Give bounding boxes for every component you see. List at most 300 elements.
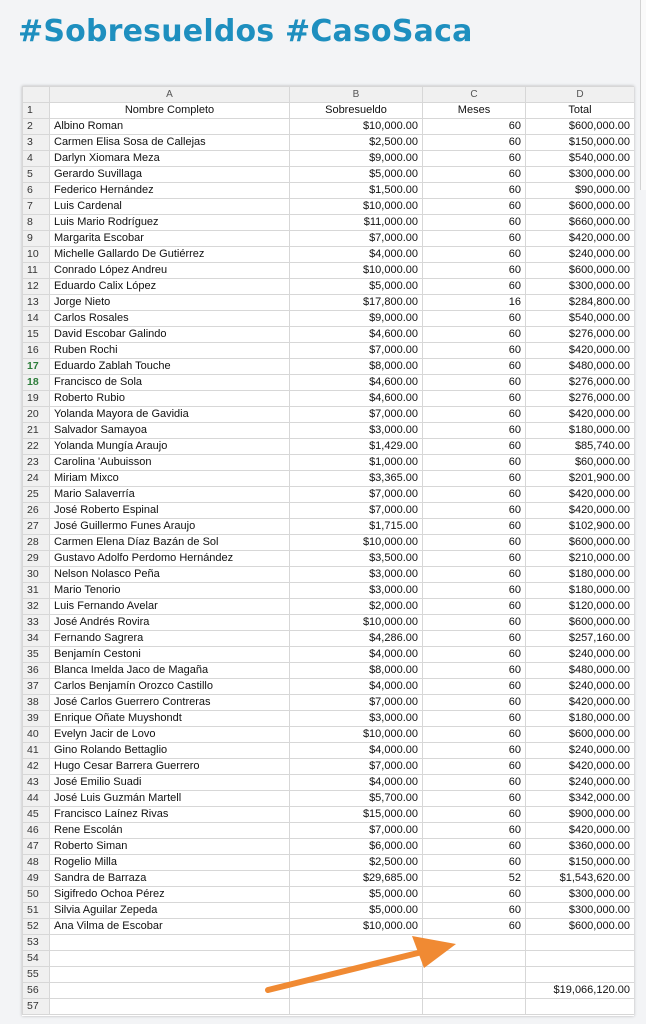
cell-name[interactable]: Mario Tenorio xyxy=(50,583,290,599)
cell-name[interactable]: José Carlos Guerrero Contreras xyxy=(50,695,290,711)
row-number[interactable]: 14 xyxy=(23,311,50,327)
cell-name[interactable]: Luis Cardenal xyxy=(50,199,290,215)
cell-meses[interactable]: 60 xyxy=(423,535,526,551)
row-number[interactable]: 27 xyxy=(23,519,50,535)
cell-total[interactable]: $300,000.00 xyxy=(526,887,635,903)
cell-sobresueldo[interactable]: $7,000.00 xyxy=(290,231,423,247)
empty-cell[interactable] xyxy=(526,935,635,951)
cell-meses[interactable]: 60 xyxy=(423,727,526,743)
table-row xyxy=(23,663,635,679)
cell-sobresueldo[interactable]: $10,000.00 xyxy=(290,119,423,135)
row-number[interactable]: 54 xyxy=(23,951,50,967)
cell-total[interactable]: $600,000.00 xyxy=(526,535,635,551)
cell-meses[interactable]: 60 xyxy=(423,135,526,151)
row-number[interactable]: 23 xyxy=(23,455,50,471)
empty-cell[interactable] xyxy=(526,951,635,967)
cell-total[interactable]: $150,000.00 xyxy=(526,135,635,151)
cell-name[interactable]: Gustavo Adolfo Perdomo Hernández xyxy=(50,551,290,567)
column-header-a[interactable]: A xyxy=(50,87,290,103)
cell-name[interactable]: Carmen Elisa Sosa de Callejas xyxy=(50,135,290,151)
cell-meses[interactable]: 60 xyxy=(423,615,526,631)
cell-name[interactable]: Silvia Aguilar Zepeda xyxy=(50,903,290,919)
cell-total[interactable]: $120,000.00 xyxy=(526,599,635,615)
cell-name[interactable]: Roberto Siman xyxy=(50,839,290,855)
cell-meses[interactable]: 60 xyxy=(423,487,526,503)
cell-meses[interactable]: 60 xyxy=(423,311,526,327)
cell-name[interactable]: Mario Salaverría xyxy=(50,487,290,503)
cell-meses[interactable]: 60 xyxy=(423,263,526,279)
cell-total[interactable]: $600,000.00 xyxy=(526,263,635,279)
table-row xyxy=(23,199,635,215)
cell-sobresueldo[interactable]: $17,800.00 xyxy=(290,295,423,311)
empty-cell[interactable] xyxy=(50,935,290,951)
header-total[interactable]: Total xyxy=(526,103,635,119)
cell-sobresueldo[interactable]: $7,000.00 xyxy=(290,343,423,359)
cell-meses[interactable]: 60 xyxy=(423,759,526,775)
cell-meses[interactable]: 60 xyxy=(423,231,526,247)
cell-sobresueldo[interactable]: $4,600.00 xyxy=(290,375,423,391)
cell-sobresueldo[interactable]: $3,000.00 xyxy=(290,711,423,727)
cell-meses[interactable]: 60 xyxy=(423,583,526,599)
cell-sobresueldo[interactable]: $5,000.00 xyxy=(290,167,423,183)
cell-total[interactable]: $85,740.00 xyxy=(526,439,635,455)
table-row xyxy=(23,695,635,711)
cell-sobresueldo[interactable]: $7,000.00 xyxy=(290,407,423,423)
row-number[interactable]: 3 xyxy=(23,135,50,151)
cell-meses[interactable]: 16 xyxy=(423,295,526,311)
cell-name[interactable]: Salvador Samayoa xyxy=(50,423,290,439)
cell-name[interactable]: Rogelio Milla xyxy=(50,855,290,871)
row-number[interactable]: 17 xyxy=(23,359,50,375)
cell-name[interactable]: Evelyn Jacir de Lovo xyxy=(50,727,290,743)
cell-name[interactable]: Michelle Gallardo De Gutiérrez xyxy=(50,247,290,263)
cell-total[interactable]: $420,000.00 xyxy=(526,759,635,775)
cell-total[interactable]: $180,000.00 xyxy=(526,423,635,439)
cell-total[interactable]: $300,000.00 xyxy=(526,903,635,919)
cell-sobresueldo[interactable]: $4,000.00 xyxy=(290,247,423,263)
cell-meses[interactable]: 60 xyxy=(423,647,526,663)
cell-meses[interactable]: 60 xyxy=(423,711,526,727)
row-number[interactable]: 53 xyxy=(23,935,50,951)
row-number[interactable]: 29 xyxy=(23,551,50,567)
cell-name[interactable]: Gerardo Suvillaga xyxy=(50,167,290,183)
cell-meses[interactable]: 60 xyxy=(423,151,526,167)
row-number[interactable]: 45 xyxy=(23,807,50,823)
cell-total[interactable]: $420,000.00 xyxy=(526,823,635,839)
cell-total[interactable]: $480,000.00 xyxy=(526,359,635,375)
cell-name[interactable]: Miriam Mixco xyxy=(50,471,290,487)
cell-name[interactable]: José Emilio Suadi xyxy=(50,775,290,791)
cell-name[interactable]: Eduardo Calix López xyxy=(50,279,290,295)
cell-sobresueldo[interactable]: $1,500.00 xyxy=(290,183,423,199)
table-row xyxy=(23,823,635,839)
cell-meses[interactable]: 52 xyxy=(423,871,526,887)
row-number[interactable]: 55 xyxy=(23,967,50,983)
header-sobresueldo[interactable]: Sobresueldo xyxy=(290,103,423,119)
row-number[interactable]: 46 xyxy=(23,823,50,839)
row-number[interactable]: 10 xyxy=(23,247,50,263)
cell-name[interactable]: Luis Mario Rodríguez xyxy=(50,215,290,231)
cell-meses[interactable]: 60 xyxy=(423,551,526,567)
row-number[interactable]: 42 xyxy=(23,759,50,775)
cell-name[interactable]: Yolanda Mayora de Gavidia xyxy=(50,407,290,423)
table-row xyxy=(23,311,635,327)
cell-sobresueldo[interactable]: $3,500.00 xyxy=(290,551,423,567)
cell-meses[interactable]: 60 xyxy=(423,887,526,903)
row-number[interactable]: 16 xyxy=(23,343,50,359)
cell-total[interactable]: $600,000.00 xyxy=(526,199,635,215)
row-number[interactable]: 9 xyxy=(23,231,50,247)
cell-sobresueldo[interactable]: $1,000.00 xyxy=(290,455,423,471)
empty-cell[interactable] xyxy=(50,999,290,1015)
cell-total[interactable]: $660,000.00 xyxy=(526,215,635,231)
row-number[interactable]: 13 xyxy=(23,295,50,311)
table-row xyxy=(23,567,635,583)
cell-meses[interactable]: 60 xyxy=(423,215,526,231)
cell-sobresueldo[interactable]: $1,429.00 xyxy=(290,439,423,455)
row-number[interactable]: 40 xyxy=(23,727,50,743)
cell-total[interactable]: $240,000.00 xyxy=(526,247,635,263)
cell-meses[interactable]: 60 xyxy=(423,359,526,375)
cell-sobresueldo[interactable]: $5,000.00 xyxy=(290,279,423,295)
cell-total[interactable]: $60,000.00 xyxy=(526,455,635,471)
row-number[interactable]: 48 xyxy=(23,855,50,871)
table-row xyxy=(23,423,635,439)
cell-sobresueldo[interactable]: $2,500.00 xyxy=(290,855,423,871)
cell-sobresueldo[interactable]: $10,000.00 xyxy=(290,615,423,631)
cell-name[interactable]: Carlos Benjamín Orozco Castillo xyxy=(50,679,290,695)
cell-total[interactable]: $90,000.00 xyxy=(526,183,635,199)
row-number[interactable]: 44 xyxy=(23,791,50,807)
cell-total[interactable]: $201,900.00 xyxy=(526,471,635,487)
cell-total[interactable]: $480,000.00 xyxy=(526,663,635,679)
row-number[interactable]: 28 xyxy=(23,535,50,551)
cell-sobresueldo[interactable]: $5,000.00 xyxy=(290,887,423,903)
row-number[interactable]: 31 xyxy=(23,583,50,599)
cell-meses[interactable]: 60 xyxy=(423,407,526,423)
table-row xyxy=(23,791,635,807)
cell-sobresueldo[interactable]: $2,500.00 xyxy=(290,135,423,151)
row-number[interactable]: 57 xyxy=(23,999,50,1015)
row-number[interactable]: 47 xyxy=(23,839,50,855)
cell-sobresueldo[interactable]: $1,715.00 xyxy=(290,519,423,535)
cell-total[interactable]: $540,000.00 xyxy=(526,311,635,327)
cell-sobresueldo[interactable]: $7,000.00 xyxy=(290,823,423,839)
cell-sobresueldo[interactable]: $10,000.00 xyxy=(290,727,423,743)
row-number[interactable]: 41 xyxy=(23,743,50,759)
cell-total[interactable]: $276,000.00 xyxy=(526,391,635,407)
row-number[interactable]: 32 xyxy=(23,599,50,615)
cell-total[interactable]: $210,000.00 xyxy=(526,551,635,567)
row-number[interactable]: 49 xyxy=(23,871,50,887)
cell-name[interactable]: Carmen Elena Díaz Bazán de Sol xyxy=(50,535,290,551)
row-number[interactable]: 34 xyxy=(23,631,50,647)
empty-cell[interactable] xyxy=(50,983,290,999)
cell-name[interactable]: Carolina 'Aubuisson xyxy=(50,455,290,471)
table-row xyxy=(23,615,635,631)
cell-total[interactable]: $420,000.00 xyxy=(526,343,635,359)
cell-name[interactable]: José Luis Guzmán Martell xyxy=(50,791,290,807)
cell-sobresueldo[interactable]: $9,000.00 xyxy=(290,151,423,167)
empty-cell[interactable] xyxy=(50,951,290,967)
row-number[interactable]: 19 xyxy=(23,391,50,407)
row-number[interactable]: 43 xyxy=(23,775,50,791)
cell-total[interactable]: $420,000.00 xyxy=(526,487,635,503)
cell-meses[interactable]: 60 xyxy=(423,791,526,807)
cell-sobresueldo[interactable]: $3,000.00 xyxy=(290,583,423,599)
cell-total[interactable]: $257,160.00 xyxy=(526,631,635,647)
table-row xyxy=(23,647,635,663)
cell-meses[interactable]: 60 xyxy=(423,919,526,935)
row-number[interactable]: 51 xyxy=(23,903,50,919)
table-row xyxy=(23,743,635,759)
cell-total[interactable]: $420,000.00 xyxy=(526,407,635,423)
cell-sobresueldo[interactable]: $10,000.00 xyxy=(290,199,423,215)
cell-sobresueldo[interactable]: $10,000.00 xyxy=(290,919,423,935)
cell-sobresueldo[interactable]: $4,000.00 xyxy=(290,647,423,663)
cell-sobresueldo[interactable]: $10,000.00 xyxy=(290,535,423,551)
cell-total[interactable]: $180,000.00 xyxy=(526,711,635,727)
table-row xyxy=(23,903,635,919)
cell-total[interactable]: $300,000.00 xyxy=(526,279,635,295)
cell-meses[interactable]: 60 xyxy=(423,599,526,615)
table-row xyxy=(23,327,635,343)
cell-meses[interactable]: 60 xyxy=(423,327,526,343)
row-number[interactable]: 20 xyxy=(23,407,50,423)
cell-name[interactable]: Francisco de Sola xyxy=(50,375,290,391)
cell-total[interactable]: $600,000.00 xyxy=(526,727,635,743)
cell-sobresueldo[interactable]: $29,685.00 xyxy=(290,871,423,887)
column-header-d[interactable]: D xyxy=(526,87,635,103)
cell-total[interactable]: $276,000.00 xyxy=(526,375,635,391)
cell-meses[interactable]: 60 xyxy=(423,247,526,263)
cell-name[interactable]: Eduardo Zablah Touche xyxy=(50,359,290,375)
cell-name[interactable]: Gino Rolando Bettaglio xyxy=(50,743,290,759)
row-number[interactable]: 24 xyxy=(23,471,50,487)
cell-sobresueldo[interactable]: $7,000.00 xyxy=(290,759,423,775)
cell-sobresueldo[interactable]: $4,286.00 xyxy=(290,631,423,647)
header-nombre-completo[interactable]: Nombre Completo xyxy=(50,103,290,119)
cell-meses[interactable]: 60 xyxy=(423,695,526,711)
row-number[interactable]: 8 xyxy=(23,215,50,231)
empty-cell[interactable] xyxy=(423,999,526,1015)
cell-name[interactable]: Ruben Rochi xyxy=(50,343,290,359)
cell-total[interactable]: $180,000.00 xyxy=(526,583,635,599)
cell-sobresueldo[interactable]: $4,000.00 xyxy=(290,679,423,695)
cell-meses[interactable]: 60 xyxy=(423,775,526,791)
cell-meses[interactable]: 60 xyxy=(423,743,526,759)
row-number[interactable]: 6 xyxy=(23,183,50,199)
cell-sobresueldo[interactable]: $3,000.00 xyxy=(290,567,423,583)
cell-meses[interactable]: 60 xyxy=(423,839,526,855)
row-number[interactable]: 38 xyxy=(23,695,50,711)
cell-total[interactable]: $180,000.00 xyxy=(526,567,635,583)
cell-meses[interactable]: 60 xyxy=(423,823,526,839)
row-number[interactable]: 21 xyxy=(23,423,50,439)
cell-total[interactable]: $1,543,620.00 xyxy=(526,871,635,887)
cell-meses[interactable]: 60 xyxy=(423,375,526,391)
cell-sobresueldo[interactable]: $4,600.00 xyxy=(290,391,423,407)
select-all-corner[interactable] xyxy=(23,87,50,103)
cell-name[interactable]: Albino Roman xyxy=(50,119,290,135)
cell-name[interactable]: Francisco Laínez Rivas xyxy=(50,807,290,823)
row-number[interactable]: 56 xyxy=(23,983,50,999)
cell-meses[interactable]: 60 xyxy=(423,183,526,199)
cell-total[interactable]: $600,000.00 xyxy=(526,119,635,135)
cell-name[interactable]: Blanca Imelda Jaco de Magaña xyxy=(50,663,290,679)
cell-sobresueldo[interactable]: $5,700.00 xyxy=(290,791,423,807)
cell-name[interactable]: Yolanda Mungía Araujo xyxy=(50,439,290,455)
row-number[interactable]: 37 xyxy=(23,679,50,695)
cell-name[interactable]: Hugo Cesar Barrera Guerrero xyxy=(50,759,290,775)
row-number[interactable]: 5 xyxy=(23,167,50,183)
cell-total[interactable]: $420,000.00 xyxy=(526,503,635,519)
cell-meses[interactable]: 60 xyxy=(423,807,526,823)
cell-meses[interactable]: 60 xyxy=(423,279,526,295)
cell-name[interactable]: Sigifredo Ochoa Pérez xyxy=(50,887,290,903)
column-header-b[interactable]: B xyxy=(290,87,423,103)
cell-total[interactable]: $420,000.00 xyxy=(526,695,635,711)
cell-meses[interactable]: 60 xyxy=(423,903,526,919)
cell-name[interactable]: José Andrés Rovira xyxy=(50,615,290,631)
table-row xyxy=(23,119,635,135)
cell-name[interactable]: Darlyn Xiomara Meza xyxy=(50,151,290,167)
cell-meses[interactable]: 60 xyxy=(423,503,526,519)
cell-meses[interactable]: 60 xyxy=(423,455,526,471)
row-number[interactable]: 12 xyxy=(23,279,50,295)
cell-sobresueldo[interactable]: $7,000.00 xyxy=(290,487,423,503)
cell-sobresueldo[interactable]: $3,000.00 xyxy=(290,423,423,439)
row-number[interactable]: 39 xyxy=(23,711,50,727)
cell-name[interactable]: Roberto Rubio xyxy=(50,391,290,407)
cell-total[interactable]: $420,000.00 xyxy=(526,231,635,247)
row-number[interactable]: 36 xyxy=(23,663,50,679)
cell-name[interactable]: Jorge Nieto xyxy=(50,295,290,311)
column-header-c[interactable]: C xyxy=(423,87,526,103)
cell-name[interactable]: Carlos Rosales xyxy=(50,311,290,327)
cell-name[interactable]: Nelson Nolasco Peña xyxy=(50,567,290,583)
cell-name[interactable]: Fernando Sagrera xyxy=(50,631,290,647)
row-number[interactable]: 30 xyxy=(23,567,50,583)
cell-sobresueldo[interactable]: $10,000.00 xyxy=(290,263,423,279)
cell-sobresueldo[interactable]: $9,000.00 xyxy=(290,311,423,327)
cell-total[interactable]: $300,000.00 xyxy=(526,167,635,183)
row-number[interactable]: 33 xyxy=(23,615,50,631)
cell-meses[interactable]: 60 xyxy=(423,343,526,359)
empty-cell[interactable] xyxy=(526,999,635,1015)
row-number[interactable]: 25 xyxy=(23,487,50,503)
cell-total[interactable]: $240,000.00 xyxy=(526,647,635,663)
cell-meses[interactable]: 60 xyxy=(423,119,526,135)
cell-sobresueldo[interactable]: $2,000.00 xyxy=(290,599,423,615)
header-meses[interactable]: Meses xyxy=(423,103,526,119)
cell-total[interactable]: $360,000.00 xyxy=(526,839,635,855)
cell-meses[interactable]: 60 xyxy=(423,663,526,679)
cell-name[interactable]: Conrado López Andreu xyxy=(50,263,290,279)
cell-name[interactable]: Federico Hernández xyxy=(50,183,290,199)
cell-total[interactable]: $900,000.00 xyxy=(526,807,635,823)
cell-meses[interactable]: 60 xyxy=(423,423,526,439)
cell-sobresueldo[interactable]: $6,000.00 xyxy=(290,839,423,855)
cell-name[interactable]: José Roberto Espinal xyxy=(50,503,290,519)
cell-sobresueldo[interactable]: $4,000.00 xyxy=(290,775,423,791)
cell-total[interactable]: $600,000.00 xyxy=(526,919,635,935)
table-row xyxy=(23,215,635,231)
cell-total[interactable]: $240,000.00 xyxy=(526,775,635,791)
cell-total[interactable]: $150,000.00 xyxy=(526,855,635,871)
cell-sobresueldo[interactable]: $8,000.00 xyxy=(290,359,423,375)
cell-name[interactable]: Enrique Oñate Muyshondt xyxy=(50,711,290,727)
cell-sobresueldo[interactable]: $3,365.00 xyxy=(290,471,423,487)
cell-name[interactable]: José Guillermo Funes Araujo xyxy=(50,519,290,535)
cell-name[interactable]: Luis Fernando Avelar xyxy=(50,599,290,615)
row-number[interactable]: 2 xyxy=(23,119,50,135)
cell-name[interactable]: Sandra de Barraza xyxy=(50,871,290,887)
cell-grand-total[interactable]: $19,066,120.00 xyxy=(526,983,635,999)
cell-meses[interactable]: 60 xyxy=(423,679,526,695)
cell-total[interactable]: $600,000.00 xyxy=(526,615,635,631)
cell-total[interactable]: $342,000.00 xyxy=(526,791,635,807)
cell-meses[interactable]: 60 xyxy=(423,167,526,183)
cell-meses[interactable]: 60 xyxy=(423,631,526,647)
cell-meses[interactable]: 60 xyxy=(423,567,526,583)
cell-total[interactable]: $240,000.00 xyxy=(526,743,635,759)
row-number[interactable]: 18 xyxy=(23,375,50,391)
cell-sobresueldo[interactable]: $5,000.00 xyxy=(290,903,423,919)
cell-sobresueldo[interactable]: $11,000.00 xyxy=(290,215,423,231)
row-number[interactable]: 4 xyxy=(23,151,50,167)
cell-meses[interactable]: 60 xyxy=(423,855,526,871)
table-row xyxy=(23,871,635,887)
row-number[interactable]: 35 xyxy=(23,647,50,663)
cell-name[interactable]: Rene Escolán xyxy=(50,823,290,839)
empty-cell[interactable] xyxy=(290,999,423,1015)
cell-name[interactable]: Margarita Escobar xyxy=(50,231,290,247)
cell-meses[interactable]: 60 xyxy=(423,471,526,487)
cell-total[interactable]: $276,000.00 xyxy=(526,327,635,343)
row-number[interactable]: 11 xyxy=(23,263,50,279)
cell-sobresueldo[interactable]: $8,000.00 xyxy=(290,663,423,679)
row-number[interactable]: 7 xyxy=(23,199,50,215)
cell-meses[interactable]: 60 xyxy=(423,199,526,215)
row-number[interactable]: 1 xyxy=(23,103,50,119)
cell-sobresueldo[interactable]: $4,600.00 xyxy=(290,327,423,343)
cell-sobresueldo[interactable]: $4,000.00 xyxy=(290,743,423,759)
row-number[interactable]: 52 xyxy=(23,919,50,935)
row-number[interactable]: 50 xyxy=(23,887,50,903)
cell-meses[interactable]: 60 xyxy=(423,519,526,535)
table-row xyxy=(23,487,635,503)
row-number[interactable]: 15 xyxy=(23,327,50,343)
cell-meses[interactable]: 60 xyxy=(423,391,526,407)
empty-cell[interactable] xyxy=(50,967,290,983)
cell-name[interactable]: Benjamín Cestoni xyxy=(50,647,290,663)
cell-total[interactable]: $284,800.00 xyxy=(526,295,635,311)
cell-meses[interactable]: 60 xyxy=(423,439,526,455)
row-number[interactable]: 22 xyxy=(23,439,50,455)
cell-total[interactable]: $102,900.00 xyxy=(526,519,635,535)
cell-sobresueldo[interactable]: $7,000.00 xyxy=(290,503,423,519)
cell-sobresueldo[interactable]: $15,000.00 xyxy=(290,807,423,823)
cell-total[interactable]: $240,000.00 xyxy=(526,679,635,695)
row-number[interactable]: 26 xyxy=(23,503,50,519)
cell-sobresueldo[interactable]: $7,000.00 xyxy=(290,695,423,711)
cell-total[interactable]: $540,000.00 xyxy=(526,151,635,167)
cell-name[interactable]: David Escobar Galindo xyxy=(50,327,290,343)
page-title: #Sobresueldos #CasoSaca xyxy=(18,14,473,49)
empty-cell[interactable] xyxy=(526,967,635,983)
cell-name[interactable]: Ana Vilma de Escobar xyxy=(50,919,290,935)
